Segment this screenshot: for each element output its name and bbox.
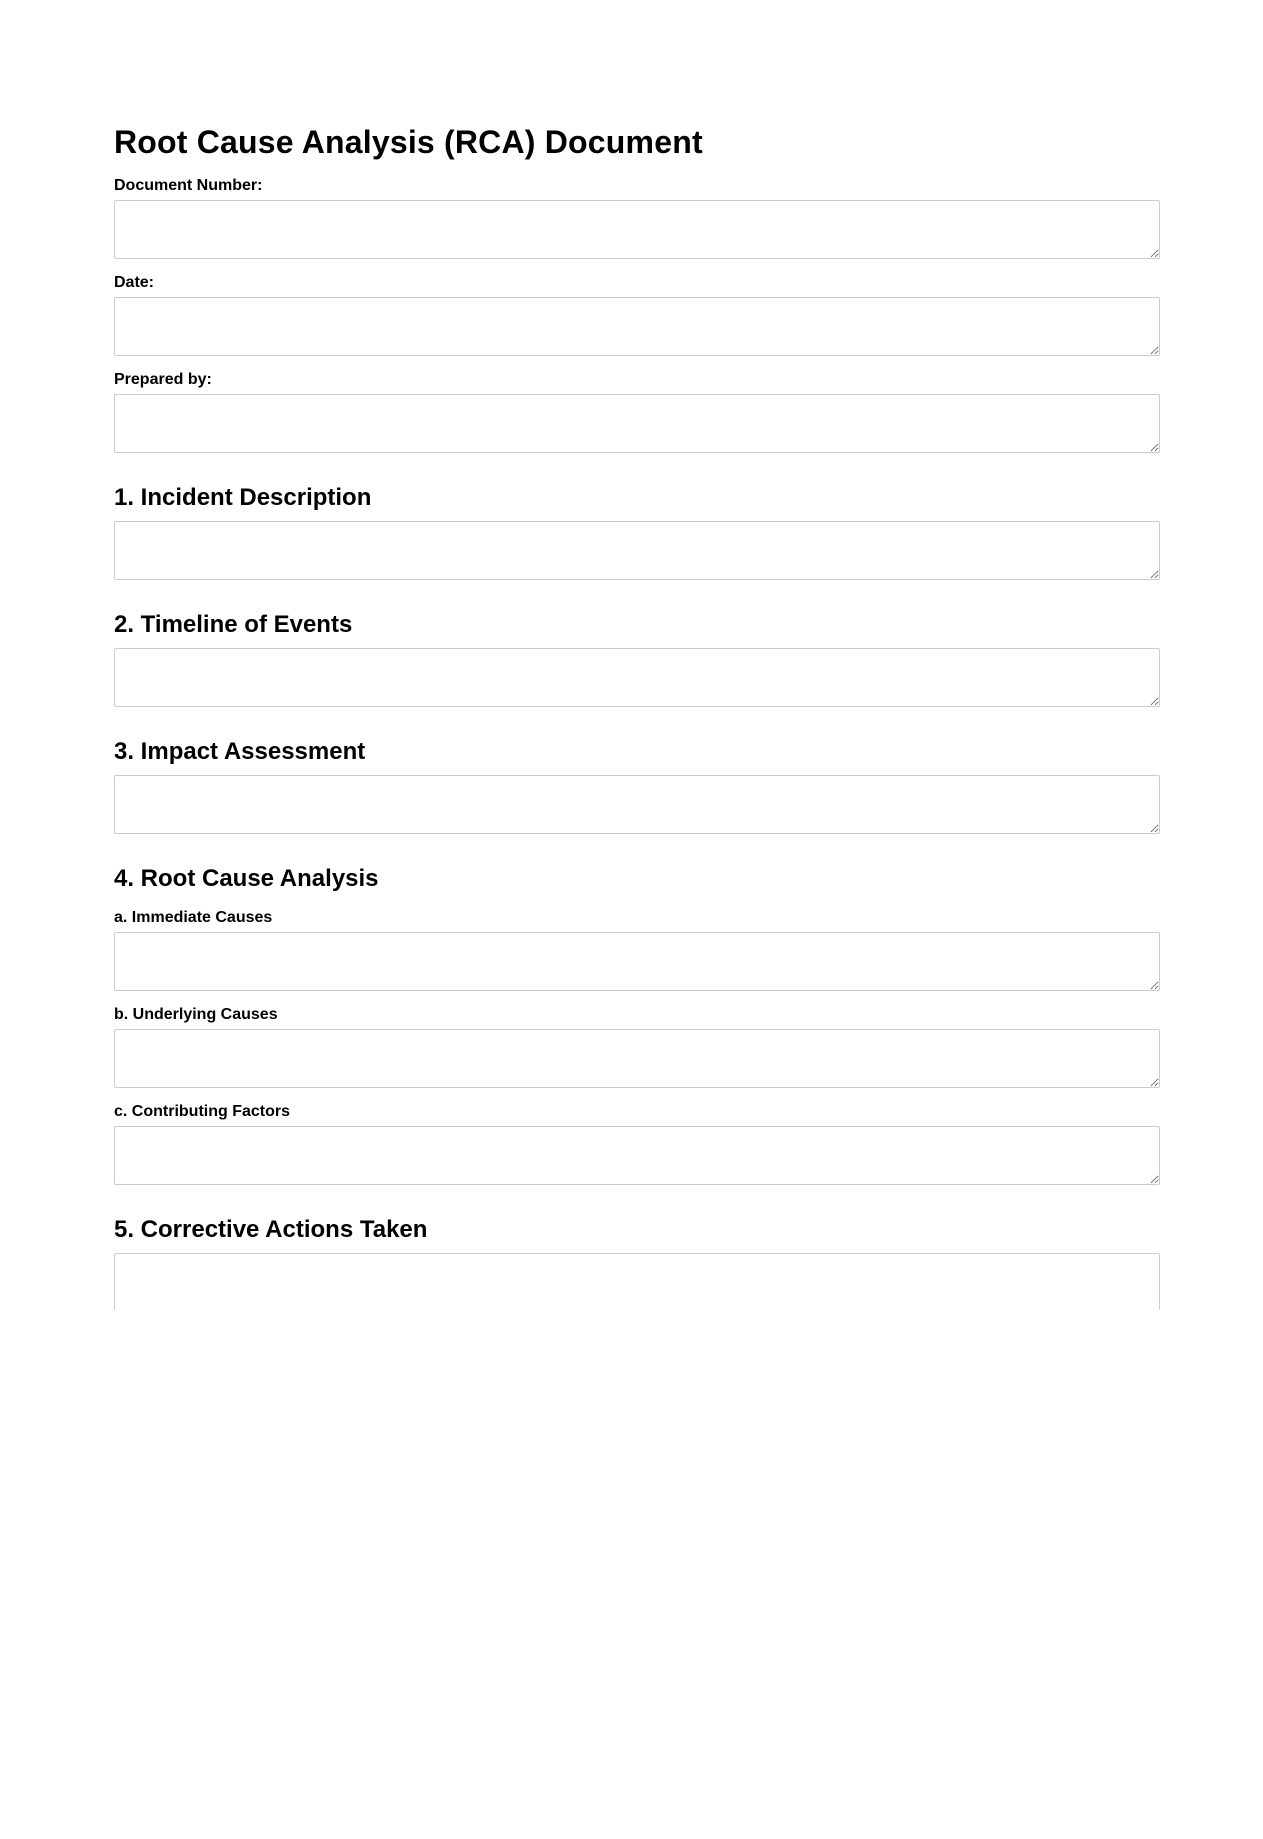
rca-document-page <box>114 0 1160 1310</box>
prepared-by-label: Prepared by: <box>114 371 212 388</box>
document-title: Root Cause Analysis (RCA) Document <box>114 124 703 160</box>
date-field[interactable] <box>114 297 1160 356</box>
contributing-factors-field[interactable] <box>114 1126 1160 1185</box>
contributing-factors-label: c. Contributing Factors <box>114 1103 290 1120</box>
section-timeline-of-events-title: 2. Timeline of Events <box>114 611 353 638</box>
incident-description-field[interactable] <box>114 521 1160 580</box>
impact-assessment-field[interactable] <box>114 775 1160 834</box>
section-incident-description-title: 1. Incident Description <box>114 484 372 511</box>
section-corrective-actions-title: 5. Corrective Actions Taken <box>114 1216 428 1243</box>
prepared-by-field[interactable] <box>114 394 1160 453</box>
date-label: Date: <box>114 274 155 291</box>
section-root-cause-analysis-title: 4. Root Cause Analysis <box>114 865 379 892</box>
corrective-actions-field[interactable] <box>114 1253 1160 1310</box>
immediate-causes-field[interactable] <box>114 932 1160 991</box>
underlying-causes-field[interactable] <box>114 1029 1160 1088</box>
document-number-label: Document Number: <box>114 177 263 194</box>
underlying-causes-label: b. Underlying Causes <box>114 1006 278 1023</box>
section-impact-assessment-title: 3. Impact Assessment <box>114 738 366 765</box>
timeline-of-events-field[interactable] <box>114 648 1160 707</box>
document-number-field[interactable] <box>114 200 1160 259</box>
immediate-causes-label: a. Immediate Causes <box>114 909 273 926</box>
